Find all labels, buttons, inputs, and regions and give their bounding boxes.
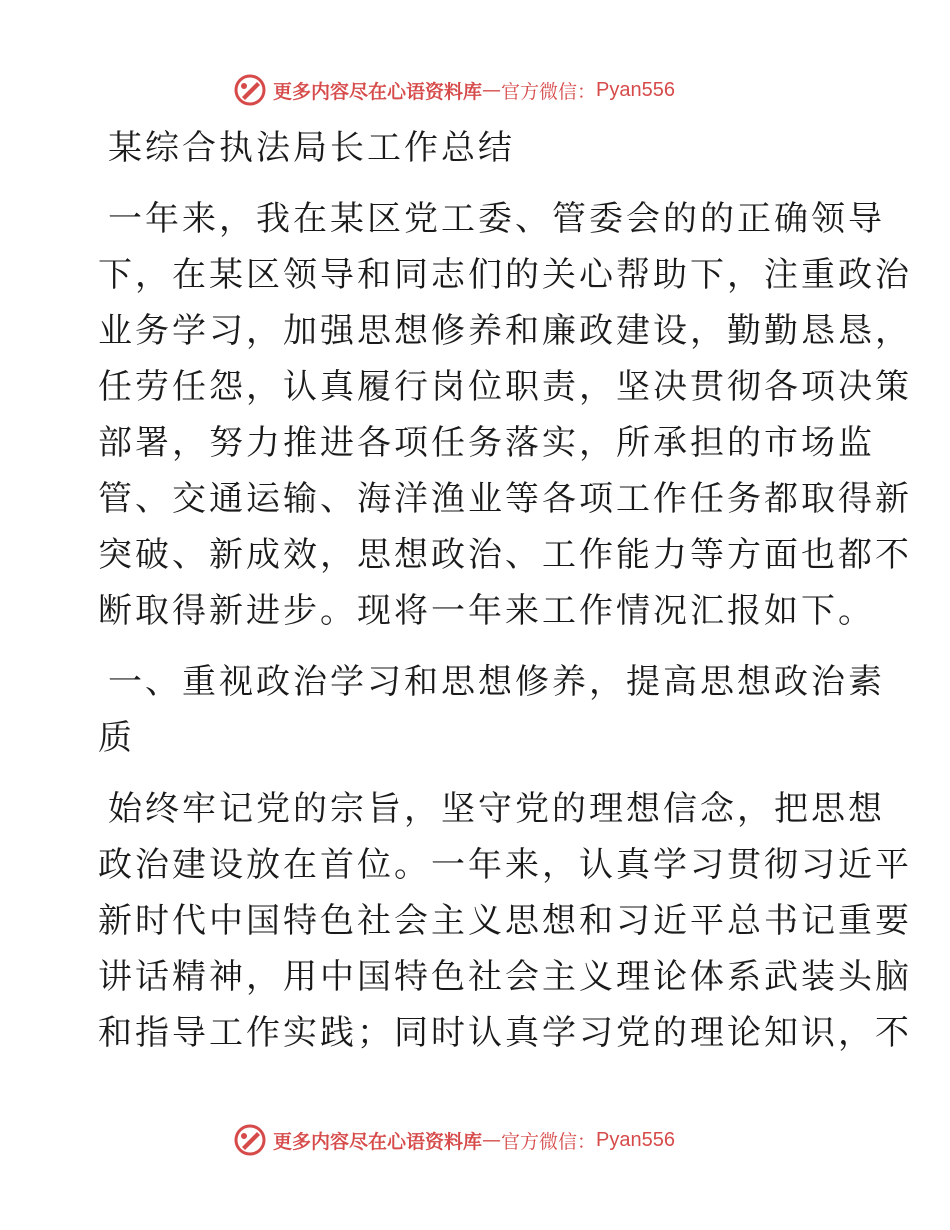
paragraph-line: 业务学习，加强思想修养和廉政建设，勤勤恳恳， [98,311,912,351]
paragraph-line: 新时代中国特色社会主义思想和习近平总书记重要 [98,901,912,941]
heading-line: 质 [98,718,135,758]
paragraph-line: 突破、新成效，思想政治、工作能力等方面也都不 [98,535,912,575]
paragraph-line: 讲话精神，用中国特色社会主义理论体系武装头脑 [98,957,912,997]
logo-icon [233,1123,267,1157]
heading-line: 一、重视政治学习和思想修养，提高思想政治素 [108,662,885,702]
logo-icon [233,73,267,107]
section-paragraph [98,781,912,1061]
paragraph-line: 一年来，我在某区党工委、管委会的的正确领导 [108,199,885,239]
paragraph-line: 任劳任怨，认真履行岗位职责，坚决贯彻各项决策 [98,367,912,407]
watermark-official-label: 官方微信： [501,80,597,103]
watermark-official-label: 官方微信： [501,1130,597,1153]
section-heading [98,654,885,766]
watermark-brand: 更多内容尽在心语资料库 [273,80,483,103]
paragraph-line: 政治建设放在首位。一年来，认真学习贯彻习近平 [98,845,912,885]
paragraph-line: 管、交通运输、海洋渔业等各项工作任务都取得新 [98,479,912,519]
header-watermark [233,72,675,108]
paragraph-line: 下，在某区领导和同志们的关心帮助下，注重政治 [98,255,912,295]
paragraph-line: 和指导工作实践；同时认真学习党的理论知识，不 [98,1013,912,1053]
paragraph-line: 部署，努力推进各项任务落实，所承担的市场监 [98,423,875,463]
watermark-wechat-id: Pyan556 [596,1128,675,1151]
document-body [98,120,912,1076]
intro-paragraph [98,191,912,639]
watermark-dash: — [482,79,502,101]
paragraph-line: 始终牢记党的宗旨，坚守党的理想信念，把思想 [108,789,885,829]
document-title: 某综合执法局长工作总结 [108,128,515,168]
footer-watermark [233,1122,675,1158]
watermark-dash: — [482,1129,502,1151]
watermark-wechat-id: Pyan556 [596,78,675,101]
watermark-brand: 更多内容尽在心语资料库 [273,1130,483,1153]
paragraph-line: 断取得新进步。现将一年来工作情况汇报如下。 [98,591,875,631]
